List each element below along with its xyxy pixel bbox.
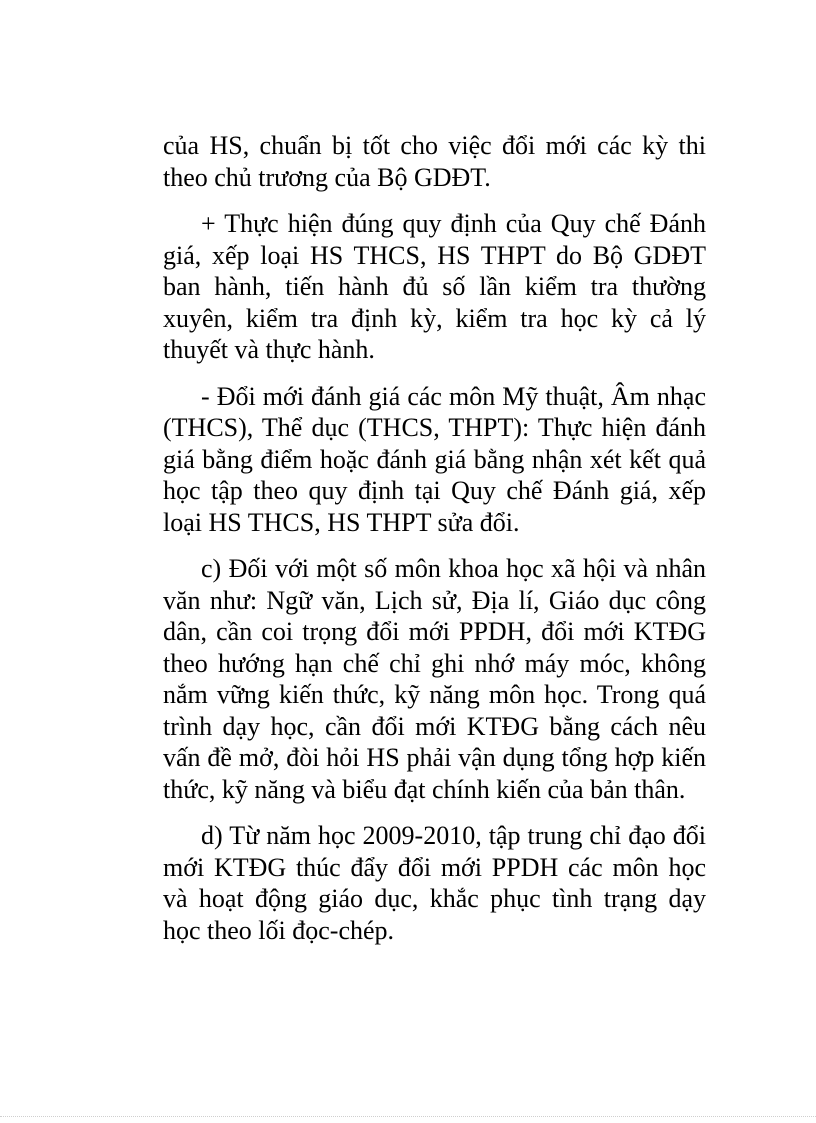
- paragraph-continuation: của HS, chuẩn bị tốt cho việc đổi mới các kỳ thi theo chủ trương của Bộ GDĐT.: [163, 131, 706, 192]
- paragraph-social-sciences: c) Đối với một số môn khoa học xã hội và nhân văn như: Ngữ văn, Lịch sử, Địa lí, Giáo dục công dân, cần coi trọng đổi mới PPDH, đổi mới KTĐG theo hướng hạn chế chỉ ghi nhớ máy móc, không nắm vững kiến thức, kỹ năng môn học. Trong quá trình dạy học, cần đổi mới KTĐG bằng cách nêu vấn đề mở, đòi hỏi HS phải vận dụng tổng hợp kiến thức, kỹ năng và biểu đạt chính kiến của bản thân.: [163, 554, 706, 804]
- paragraph-arts-assessment: - Đổi mới đánh giá các môn Mỹ thuật, Âm nhạc (THCS), Thể dục (THCS, THPT): Thực hiện đánh giá bằng điểm hoặc đánh giá bằng nhận xét kết quả học tập theo quy định tại Quy chế Đánh giá, xếp loại HS THCS, HS THPT sửa đổi.: [163, 381, 706, 537]
- paragraph-regulation-compliance: + Thực hiện đúng quy định của Quy chế Đánh giá, xếp loại HS THCS, HS THPT do Bộ GDĐT ban hành, tiến hành đủ số lần kiểm tra thường xuyên, kiểm tra định kỳ, kiểm tra học kỳ cả lý thuyết và thực hành.: [163, 209, 706, 364]
- paragraph-school-year-2009: d) Từ năm học 2009-2010, tập trung chỉ đạo đổi mới KTĐG thúc đẩy đổi mới PPDH các môn học và hoạt động giáo dục, khắc phục tình trạng dạy học theo lối đọc-chép.: [163, 821, 706, 945]
- page-bottom-rule: [0, 1116, 816, 1117]
